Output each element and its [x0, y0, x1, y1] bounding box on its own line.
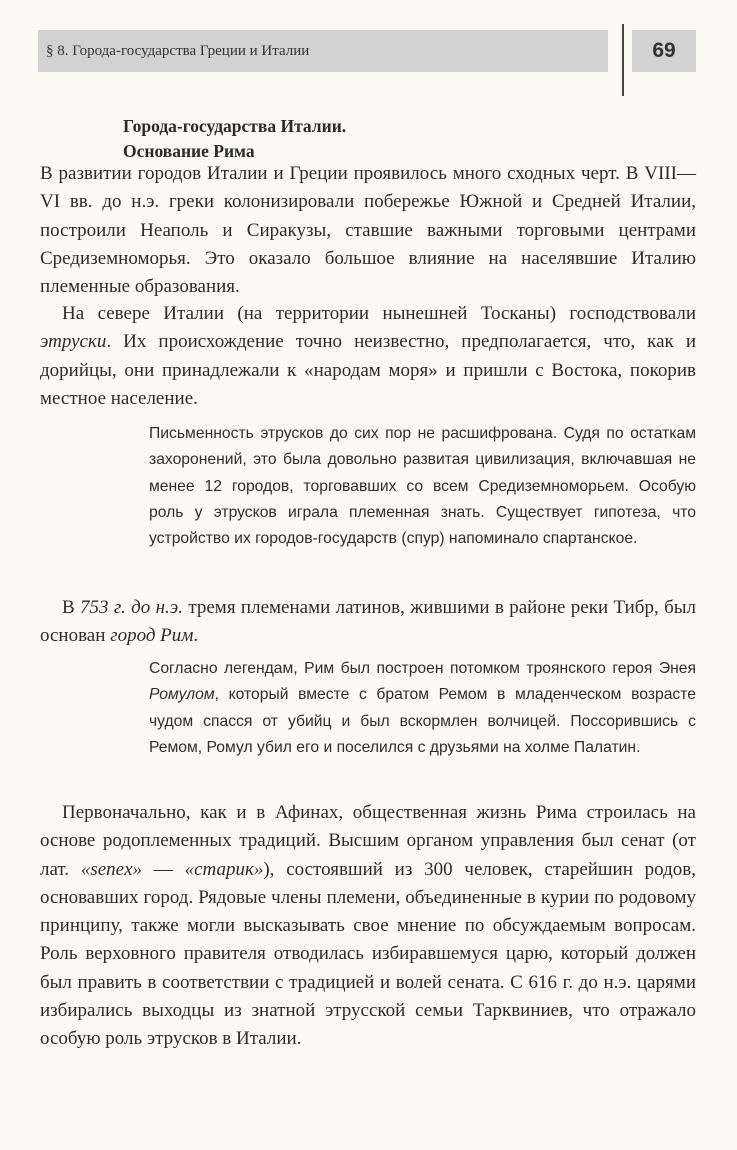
paragraph-3-city: город Рим [110, 625, 194, 647]
running-header [38, 30, 608, 72]
note-romulus-text-b: , который вместе с братом Ремом в младенческом возрасте чудом спасся от убийц и был вскормлен волчицей. Поссорившись с Ремом, Ромул убил его и поселился с друзьями на холме Палатин. [149, 686, 696, 756]
section-heading [123, 114, 663, 164]
header-title: § 8. Города-государства Греции и Италии [46, 42, 310, 59]
section-heading-line-2: Основание Рима [123, 141, 255, 161]
paragraph-4 [40, 799, 696, 1054]
paragraph-3-date: 753 г. до н.э. [80, 597, 183, 618]
paragraph-3-text-a: В [62, 597, 81, 618]
paragraph-4-text-c: ), состоявший из 300 человек, старейшин родов, основавших город. Рядовые члены племени, объединенные в курии по родовому принципу, также могли высказывать свое мнение по обсуждаемым вопросам. Роль верховного правителя отводилась избиравшемуся царю, который должен был править в соответствии с традицией и волей сената. С 616 г. до н.э. царями избирались выходцы из знатной этрусской семьи Тарквиниев, что отражало особую роль этрусков в Италии. [40, 858, 696, 1050]
paragraph-2 [40, 300, 696, 413]
paragraph-2-text-b: . Их происхождение точно неизвестно, предполагается, что, как и дорийцы, они принадлежали к «народам моря» и пришли с Востока, покорив местное население. [40, 331, 696, 409]
paragraph-3-text-c: . [193, 625, 199, 647]
paragraph-4-text-b: — [142, 858, 185, 880]
paragraph-2-text-a: На севере Италии (на территории нынешней Тосканы) господствовали [62, 303, 696, 324]
paragraph-4-latin-term: «senex» [80, 858, 143, 880]
paragraph-3 [40, 594, 696, 651]
page-number: 69 [632, 30, 696, 72]
note-romulus-text-a: Согласно легендам, Рим был построен потомком троянского героя Энея [149, 660, 696, 677]
section-heading-line-1: Города-государства Италии. [123, 116, 347, 136]
paragraph-4-translation: «старик» [184, 858, 264, 880]
paragraph-2-emphasis: этруски [40, 331, 107, 353]
paragraph-3-text-b: тремя племенами латинов, жившими в районе реки Тибр, был основан [40, 597, 696, 647]
note-etruscans: Письменность этрусков до сих пор не расшифрована. Судя по остаткам захоронений, это была довольно развитая цивилизация, включавшая не менее 12 городов, торговавших со всем Средиземноморьем. Особую роль у этрусков играла племенная знать. Существует гипотеза, что устройство их городов-государств (спур) напоминало спартанское. [149, 425, 696, 548]
note-romulus [149, 656, 696, 761]
note-romulus-emphasis: Ромулом [149, 686, 215, 704]
paragraph-4-text-a: Первоначально, как и в Афинах, общественная жизнь Рима строилась на основе родоплеменных традиций. Высшим органом управления был сенат (от лат. [40, 802, 696, 880]
paragraph-1: В развитии городов Италии и Греции проявилось много сходных черт. В VIII—VI вв. до н.э. греки колонизировали побережье Южной и Средней Италии, построили Неаполь и Сиракузы, ставшие важными торговыми центрами Средиземноморья. Это оказало большое влияние на населявшие Италию племенные образования. [40, 163, 696, 298]
header-divider [622, 24, 624, 96]
